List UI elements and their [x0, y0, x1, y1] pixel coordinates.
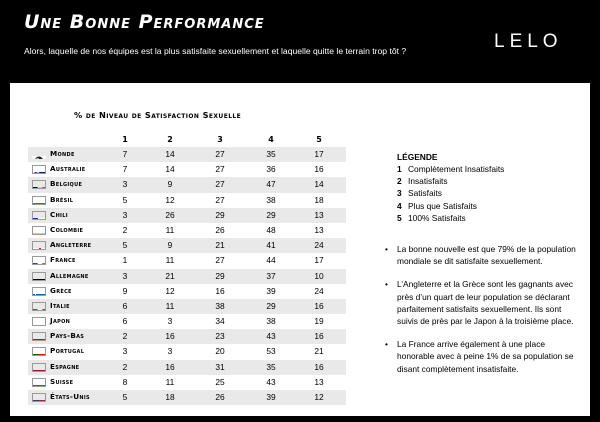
cell-level-2: 16	[165, 331, 175, 342]
country-name: Australie	[50, 164, 86, 174]
cell-level-2: 11	[165, 255, 175, 266]
cell-level-1: 1	[122, 255, 128, 266]
cell-level-5: 18	[314, 194, 324, 205]
cell-level-3: 26	[215, 392, 225, 402]
satisfaction-table	[28, 147, 346, 405]
table-row	[28, 390, 346, 405]
cell-level-1: 7	[122, 149, 128, 159]
cell-level-5: 16	[314, 300, 324, 311]
legend-title: LÉGENDE	[397, 152, 438, 162]
country-name: Grèce	[50, 285, 72, 295]
england-flag-icon	[32, 241, 46, 250]
brazil-flag-icon	[32, 196, 46, 205]
globe-icon	[32, 150, 46, 159]
header-banner	[0, 0, 600, 83]
cell-level-2: 11	[165, 376, 175, 387]
country-name: Colombie	[50, 224, 84, 234]
cell-level-3: 25	[215, 376, 225, 387]
legend-number: 3	[397, 188, 402, 199]
cell-level-5: 13	[314, 209, 324, 220]
page-title: Une Bonne Performance	[24, 11, 265, 33]
cell-level-3: 21	[215, 240, 225, 251]
cell-level-1: 6	[122, 300, 128, 311]
column-header-5: 5	[316, 135, 322, 144]
cell-level-4: 39	[266, 285, 276, 296]
legend-label: Satisfaits	[408, 188, 442, 199]
table-row	[28, 329, 346, 344]
legend-item	[397, 213, 504, 225]
table-row	[28, 147, 346, 162]
usa-flag-icon	[32, 393, 46, 402]
note-item	[383, 338, 583, 375]
cell-level-3: 29	[215, 270, 225, 281]
cell-level-3: 20	[215, 346, 225, 357]
cell-level-3: 38	[215, 300, 225, 311]
cell-level-4: 37	[266, 270, 276, 281]
chile-flag-icon	[32, 211, 46, 220]
cell-level-4: 29	[266, 300, 276, 311]
table-row	[28, 360, 346, 375]
japan-flag-icon	[32, 317, 46, 326]
country-name: Pays-Bas	[50, 331, 85, 341]
table-title: % de Niveau de Satisfaction Sexuelle	[74, 110, 242, 120]
page-subtitle: Alors, laquelle de nos équipes est la plus satisfaite sexuellement et laquelle quitte le terrain trop tôt ?	[24, 46, 407, 56]
cell-level-1: 7	[122, 164, 128, 175]
greece-flag-icon	[32, 287, 46, 296]
table-row	[28, 162, 346, 177]
cell-level-1: 2	[122, 361, 128, 372]
note-text: L’Angleterre et la Grèce sont les gagnants avec près d’un quart de leur population se déclarant parfaitement satisfaits sexuellement. Ils sont suivis de près par le Japon à la troisième place.	[397, 279, 574, 327]
table-row	[28, 208, 346, 223]
portugal-flag-icon	[32, 347, 46, 356]
legend-number: 4	[397, 200, 402, 211]
note-text: La France arrive également à une place honorable avec à peine 1% de sa population se disant complètement insatisfaite.	[397, 339, 574, 374]
column-header-2: 2	[167, 135, 173, 144]
cell-level-5: 13	[314, 224, 324, 235]
note-item	[383, 243, 583, 267]
legend-item	[397, 176, 504, 188]
cell-level-4: 43	[266, 376, 276, 387]
lelo-logo: LELO	[494, 31, 563, 52]
country-name: Suisse	[50, 376, 74, 386]
table-row	[28, 177, 346, 192]
cell-level-4: 38	[266, 316, 276, 327]
cell-level-1: 9	[122, 285, 128, 296]
cell-level-4: 43	[266, 331, 276, 342]
legend-item	[397, 164, 504, 176]
cell-level-2: 14	[165, 164, 175, 175]
cell-level-3: 23	[215, 331, 225, 342]
cell-level-5: 14	[314, 179, 324, 190]
spain-flag-icon	[32, 363, 46, 372]
australia-flag-icon	[32, 165, 46, 174]
table-row	[28, 223, 346, 238]
cell-level-2: 16	[165, 361, 175, 372]
cell-level-5: 19	[314, 316, 324, 327]
country-name: Angleterre	[50, 240, 92, 250]
cell-level-3: 27	[215, 179, 225, 190]
cell-level-5: 16	[314, 331, 324, 342]
column-header-1: 1	[122, 135, 128, 144]
cell-level-2: 21	[165, 270, 175, 281]
cell-level-3: 27	[215, 164, 225, 175]
cell-level-5: 17	[314, 149, 324, 159]
cell-level-2: 11	[165, 300, 175, 311]
cell-level-2: 12	[165, 194, 175, 205]
cell-level-3: 26	[215, 224, 225, 235]
cell-level-3: 27	[215, 149, 225, 159]
cell-level-4: 44	[266, 255, 276, 266]
cell-level-1: 5	[122, 194, 128, 205]
legend-label: 100% Satisfaits	[408, 212, 466, 223]
cell-level-2: 3	[167, 346, 173, 357]
country-name: France	[50, 255, 76, 265]
table-row	[28, 193, 346, 208]
cell-level-4: 53	[266, 346, 276, 357]
legend-label: Plus que Satisfaits	[408, 200, 477, 211]
germany-flag-icon	[32, 272, 46, 281]
cell-level-4: 35	[266, 149, 276, 159]
cell-level-2: 11	[165, 224, 175, 235]
switzerland-flag-icon	[32, 378, 46, 387]
cell-level-3: 29	[215, 209, 225, 220]
bullet-icon: •	[385, 244, 388, 254]
country-name: Chili	[50, 209, 68, 219]
cell-level-4: 47	[266, 179, 276, 190]
bullet-icon: •	[385, 339, 388, 350]
cell-level-3: 16	[215, 285, 225, 296]
cell-level-2: 9	[167, 240, 173, 251]
cell-level-2: 18	[165, 392, 175, 402]
table-row	[28, 269, 346, 284]
country-name: Portugal	[50, 346, 85, 356]
colombia-flag-icon	[32, 226, 46, 235]
belgium-flag-icon	[32, 180, 46, 189]
legend-item	[397, 201, 504, 213]
cell-level-1: 3	[122, 270, 128, 281]
legend-number: 1	[397, 164, 402, 174]
cell-level-5: 10	[314, 270, 324, 281]
cell-level-1: 3	[122, 346, 128, 357]
table-row	[28, 344, 346, 359]
cell-level-4: 35	[266, 361, 276, 372]
cell-level-5: 12	[314, 392, 324, 402]
cell-level-5: 13	[314, 376, 324, 387]
cell-level-2: 14	[165, 149, 175, 159]
cell-level-3: 34	[215, 316, 225, 327]
cell-level-1: 2	[122, 224, 128, 235]
column-header-3: 3	[217, 135, 223, 144]
cell-level-2: 26	[165, 209, 175, 220]
cell-level-1: 5	[122, 392, 128, 402]
column-header-4: 4	[268, 135, 274, 144]
cell-level-2: 9	[167, 179, 173, 190]
legend-number: 5	[397, 212, 402, 223]
cell-level-3: 27	[215, 255, 225, 266]
cell-level-4: 29	[266, 209, 276, 220]
country-name: États-Unis	[50, 392, 90, 401]
cell-level-4: 39	[266, 392, 276, 402]
country-name: Espagne	[50, 361, 80, 371]
table-row	[28, 314, 346, 329]
cell-level-5: 17	[314, 255, 324, 266]
cell-level-5: 24	[314, 285, 324, 296]
cell-level-4: 41	[266, 240, 276, 251]
table-row	[28, 284, 346, 299]
cell-level-2: 3	[167, 316, 173, 327]
cell-level-4: 38	[266, 194, 276, 205]
cell-level-3: 31	[215, 361, 225, 372]
cell-level-1: 3	[122, 179, 128, 190]
legend	[397, 164, 504, 225]
cell-level-5: 21	[314, 346, 324, 357]
italy-flag-icon	[32, 302, 46, 311]
notes-list	[383, 243, 583, 386]
cell-level-4: 48	[266, 224, 276, 235]
bullet-icon: •	[385, 279, 388, 290]
country-name: Belgique	[50, 179, 83, 189]
note-text: La bonne nouvelle est que 79% de la population mondiale se dit satisfaite sexuellement.	[397, 244, 576, 267]
netherlands-flag-icon	[32, 332, 46, 341]
table-row	[28, 299, 346, 314]
cell-level-1: 5	[122, 240, 128, 251]
legend-label: Complètement Insatisfaits	[408, 164, 505, 174]
cell-level-1: 3	[122, 209, 128, 220]
cell-level-2: 12	[165, 285, 175, 296]
cell-level-5: 16	[314, 361, 324, 372]
country-name: Monde	[50, 149, 75, 158]
table-row	[28, 375, 346, 390]
country-name: Italie	[50, 300, 70, 310]
country-name: Allemagne	[50, 270, 89, 280]
country-name: Japon	[50, 316, 71, 326]
cell-level-3: 27	[215, 194, 225, 205]
country-name: Brésil	[50, 194, 74, 204]
cell-level-5: 24	[314, 240, 324, 251]
legend-number: 2	[397, 176, 402, 187]
cell-level-1: 6	[122, 316, 128, 327]
table-row	[28, 253, 346, 268]
cell-level-5: 16	[314, 164, 324, 175]
table-row	[28, 238, 346, 253]
legend-label: Insatisfaits	[408, 176, 448, 187]
note-item	[383, 278, 583, 327]
france-flag-icon	[32, 256, 46, 265]
legend-item	[397, 188, 504, 200]
cell-level-1: 8	[122, 376, 128, 387]
cell-level-4: 36	[266, 164, 276, 175]
cell-level-1: 2	[122, 331, 128, 342]
